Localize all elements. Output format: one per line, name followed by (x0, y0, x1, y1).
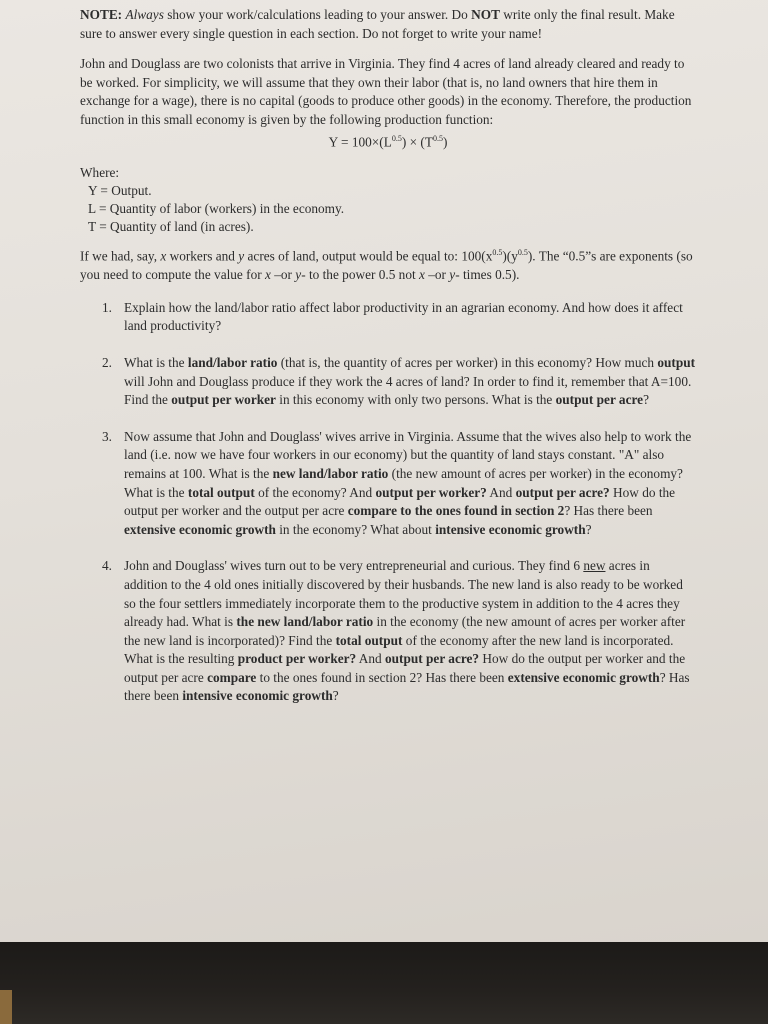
question-text: to the ones found in section 2? Has there been (256, 669, 508, 685)
example-text: )(y (502, 248, 518, 264)
example-text: workers and (166, 248, 239, 264)
formula-exponent-2: 0.5 (432, 133, 443, 143)
example-paragraph (80, 244, 696, 285)
example-exponent: 0.5 (492, 248, 503, 258)
question-emphasis: total output (187, 484, 255, 500)
question-text: of the economy? And (254, 484, 376, 500)
example-var-y: y (295, 267, 302, 283)
question-text: And (356, 651, 386, 667)
question-3 (80, 428, 696, 540)
question-text: Now assume that John and Douglass' wives arrive in Virginia. Assume that the wives also help to work the land (i.e. now we have four workers in our economy) but the quantity of land stays constant. "A" also remains at 100. What is the (124, 428, 692, 481)
where-label: Where: (80, 164, 120, 180)
example-text: acres of land, output would be equal to: 100(x (244, 248, 493, 264)
question-emphasis: output per worker (171, 392, 276, 408)
question-text: How do the output per worker and the output per acre (124, 484, 676, 519)
example-var-x: x (265, 267, 271, 283)
question-emphasis: intensive economic growth (182, 688, 333, 704)
formula-part-c: ) (442, 133, 448, 149)
table-corner (0, 990, 12, 1024)
note-text-2: write only the final result. Make sure to answer every single question in each section. Do not forget to write your name! (80, 7, 675, 41)
formula-part-a: Y = 100×(L (328, 133, 392, 149)
definition-labor: L = Quantity of labor (workers) in the economy. (88, 201, 345, 217)
note-paragraph (80, 6, 696, 43)
question-emphasis: product per worker? (237, 651, 357, 667)
production-function (80, 130, 696, 152)
example-text: ). The “0.5”s are exponents (so you need to compute the value for (80, 248, 693, 283)
question-list (80, 299, 696, 706)
question-number: 3. (102, 428, 112, 444)
question-4 (80, 557, 696, 706)
definition-output: Y = Output. (88, 183, 152, 199)
question-emphasis: extensive economic growth (124, 521, 276, 537)
example-text: If we had, say, (80, 248, 161, 264)
question-emphasis: output per acre? (515, 484, 610, 500)
question-text: ? (332, 688, 339, 704)
example-var-y: y (449, 267, 456, 283)
question-text: John and Douglass' wives turn out to be very entrepreneurial and curious. They find 6 (124, 558, 584, 574)
question-number: 4. (102, 558, 112, 574)
note-not: NOT (471, 7, 500, 22)
question-text: in this economy with only two persons. What is the (275, 392, 556, 408)
example-var-x: x (160, 248, 167, 264)
note-text-1: show your work/calculations leading to your answer. Do (163, 7, 472, 22)
example-text: –or (270, 267, 296, 283)
question-text: acres in addition to the 4 old ones initially discovered by their husbands. The new land is also ready to be worked so the four settlers immediately incorporate them to the productive system in addition to the 4 acres they already had. What is (124, 558, 683, 630)
note-always: Always (125, 7, 164, 22)
note-label: NOTE: (80, 7, 123, 22)
question-text: in the economy (the new amount of acres per worker after the new land is incorporated)? Find the (124, 614, 686, 648)
definition-land: T = Quantity of land (in acres). (88, 219, 254, 235)
example-text: - times 0.5). (455, 267, 520, 283)
question-text: What is the (124, 354, 188, 370)
question-emphasis: intensive economic growth (435, 521, 586, 537)
example-var-x: x (419, 267, 425, 283)
dark-background (0, 942, 768, 1024)
formula-part-b: ) × (T (401, 133, 433, 149)
question-text: (the new amount of acres per worker) in the economy? What is the (124, 465, 683, 500)
document-page (80, 6, 696, 706)
question-text: ? Has there been (564, 503, 653, 519)
question-text: And (486, 484, 516, 500)
question-emphasis: extensive economic growth (507, 669, 660, 685)
question-emphasis: compare to the ones found in section 2 (347, 503, 565, 519)
question-1 (80, 299, 696, 336)
question-text: How do the output per worker and the output per acre (124, 651, 686, 685)
variable-definitions (80, 182, 696, 236)
question-text: (that is, the quantity of acres per worker) in this economy? How much (277, 354, 658, 370)
question-emphasis: land/labor ratio (187, 354, 278, 370)
question-emphasis: the new land/labor ratio (236, 614, 374, 630)
question-emphasis: new land/labor ratio (272, 465, 389, 481)
question-emphasis: output per worker? (375, 484, 487, 500)
question-underline: new (583, 558, 606, 574)
question-emphasis: output (657, 354, 696, 370)
question-emphasis: total output (335, 632, 403, 648)
question-emphasis: compare (207, 669, 257, 685)
intro-paragraph: John and Douglass are two colonists that arrive in Virginia. They find 4 acres of land already cleared and ready to be worked. For simplicity, we will assume that they own their labor (that is, no land owners that hire them in exchange for a wage), there is no capital (goods to produce other goods) in the economy. Therefore, the production function in this small economy is given by the following production function: (80, 56, 692, 127)
question-text: ? (585, 521, 592, 537)
question-text: will John and Douglass produce if they work the 4 acres of land? In order to find it, remember that A=100. Find the (124, 373, 692, 408)
question-text: ? Has there been (124, 669, 690, 704)
example-text: –or (424, 267, 450, 283)
question-text: in the economy? What about (275, 521, 436, 537)
question-2 (80, 354, 696, 410)
question-number: 1. (102, 299, 112, 315)
question-text: of the economy after the new land is incorporated. What is the resulting (124, 632, 674, 667)
formula-exponent-1: 0.5 (391, 133, 402, 143)
example-var-y: y (238, 248, 245, 264)
question-number: 2. (102, 354, 112, 370)
question-text: Explain how the land/labor ratio affect labor productivity in an agrarian economy. And how does it affect land productivity? (124, 299, 683, 334)
question-emphasis: output per acre (555, 392, 644, 408)
example-text: - to the power 0.5 not (301, 267, 419, 283)
question-emphasis: output per acre? (385, 651, 480, 667)
question-text: ? (643, 392, 649, 408)
example-exponent: 0.5 (517, 248, 528, 258)
